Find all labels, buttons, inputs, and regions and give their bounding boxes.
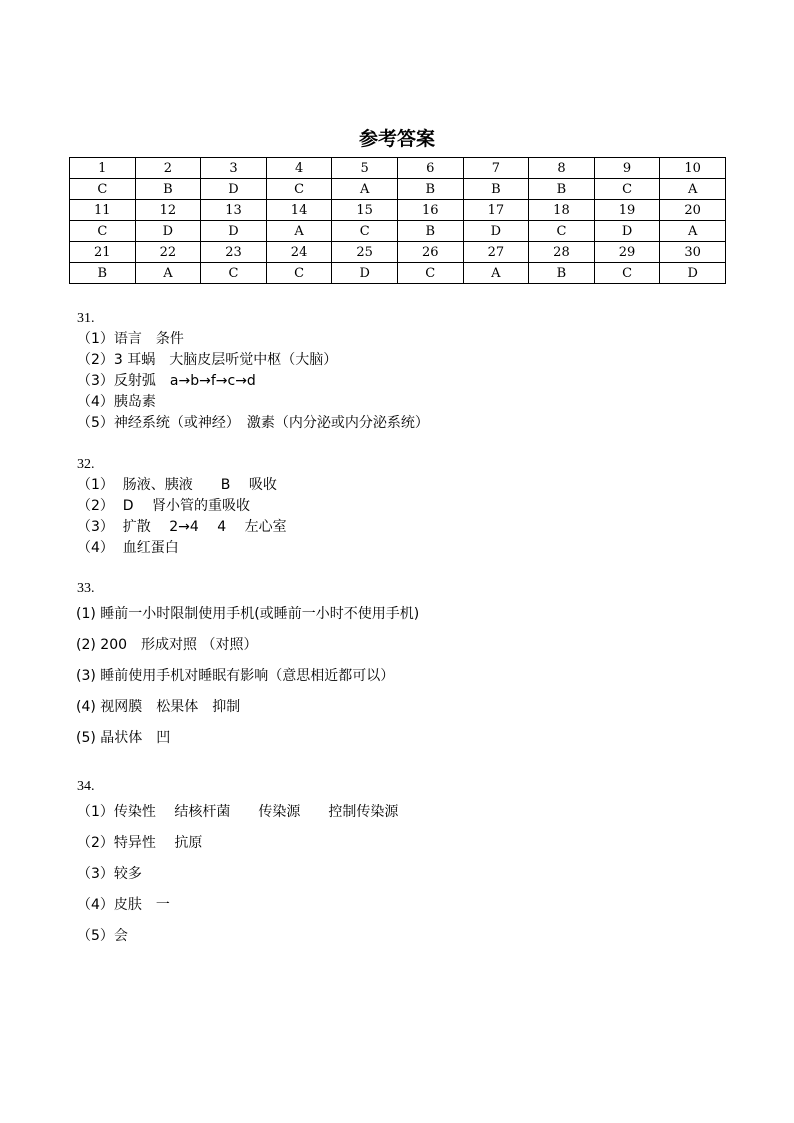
question-number-cell: 11 bbox=[70, 200, 136, 221]
answer-cell: C bbox=[266, 263, 332, 284]
question-number-cell: 19 bbox=[594, 200, 660, 221]
answer-cell: C bbox=[201, 263, 267, 284]
question-number-row bbox=[70, 242, 726, 263]
question-number-cell: 9 bbox=[594, 158, 660, 179]
answer-line: （3） 扩散 2→4 4 左心室 bbox=[77, 519, 287, 535]
answer-line: （3）反射弧 a→b→f→c→d bbox=[77, 373, 256, 389]
answer-cell: C bbox=[594, 263, 660, 284]
question-number-cell: 3 bbox=[201, 158, 267, 179]
answer-cell: B bbox=[397, 179, 463, 200]
answer-row bbox=[70, 263, 726, 284]
question-number-cell: 24 bbox=[266, 242, 332, 263]
question-number-cell: 12 bbox=[135, 200, 201, 221]
question-number-cell: 20 bbox=[660, 200, 726, 221]
question-number-cell: 28 bbox=[529, 242, 595, 263]
answer-cell: B bbox=[397, 221, 463, 242]
answer-line: (3) 睡前使用手机对睡眠有影响（意思相近都可以） bbox=[76, 668, 395, 684]
question-number-cell: 26 bbox=[397, 242, 463, 263]
question-number-cell: 6 bbox=[397, 158, 463, 179]
question-number: 32. bbox=[77, 457, 95, 472]
answer-cell: D bbox=[201, 179, 267, 200]
answer-cell: B bbox=[529, 263, 595, 284]
answer-cell: B bbox=[463, 179, 529, 200]
answer-line: （4） 血红蛋白 bbox=[77, 540, 179, 556]
answer-line: （5）神经系统（或神经） 激素（内分泌或内分泌系统） bbox=[77, 415, 429, 431]
question-number-cell: 7 bbox=[463, 158, 529, 179]
answer-cell: A bbox=[332, 179, 398, 200]
question-number-cell: 21 bbox=[70, 242, 136, 263]
answer-cell: B bbox=[529, 179, 595, 200]
answer-line: (1) 睡前一小时限制使用手机(或睡前一小时不使用手机) bbox=[76, 606, 420, 622]
page-title: 参考答案 bbox=[358, 128, 435, 150]
answer-line: （3）较多 bbox=[77, 866, 142, 882]
answer-line: （1）传染性 结核杆菌 传染源 控制传染源 bbox=[77, 804, 399, 820]
answer-cell: C bbox=[70, 221, 136, 242]
question-number: 34. bbox=[77, 779, 95, 794]
question-34 bbox=[77, 777, 398, 952]
question-number-cell: 23 bbox=[201, 242, 267, 263]
answer-cell: D bbox=[594, 221, 660, 242]
question-number: 31. bbox=[77, 311, 95, 326]
answer-line: （2）特异性 抗原 bbox=[77, 835, 203, 851]
question-number-cell: 10 bbox=[660, 158, 726, 179]
answer-cell: C bbox=[397, 263, 463, 284]
answer-cell: D bbox=[463, 221, 529, 242]
answer-row bbox=[70, 221, 726, 242]
answer-cell: A bbox=[266, 221, 332, 242]
answer-cell: C bbox=[529, 221, 595, 242]
question-number-cell: 2 bbox=[135, 158, 201, 179]
answer-line: （4）胰岛素 bbox=[77, 394, 156, 410]
question-number-row bbox=[70, 200, 726, 221]
question-number-cell: 22 bbox=[135, 242, 201, 263]
answer-cell: A bbox=[660, 179, 726, 200]
answer-line: （2） D 肾小管的重吸收 bbox=[77, 498, 251, 514]
answer-cell: C bbox=[266, 179, 332, 200]
answer-line: (5) 晶状体 凹 bbox=[76, 730, 171, 746]
question-number-cell: 18 bbox=[529, 200, 595, 221]
answer-cell: A bbox=[463, 263, 529, 284]
answer-cell: C bbox=[594, 179, 660, 200]
answer-line: （1）语言 条件 bbox=[77, 331, 184, 347]
answer-cell: C bbox=[70, 179, 136, 200]
answer-row bbox=[70, 179, 726, 200]
answer-cell: D bbox=[135, 221, 201, 242]
answer-table bbox=[69, 157, 726, 284]
question-number-cell: 29 bbox=[594, 242, 660, 263]
question-number-row bbox=[70, 158, 726, 179]
answer-cell: C bbox=[332, 221, 398, 242]
answer-cell: D bbox=[201, 221, 267, 242]
answer-line: (4) 视网膜 松果体 抑制 bbox=[76, 699, 241, 715]
question-number: 33. bbox=[77, 581, 95, 596]
question-number-cell: 15 bbox=[332, 200, 398, 221]
question-number-cell: 13 bbox=[201, 200, 267, 221]
question-31 bbox=[77, 309, 429, 434]
answer-cell: D bbox=[660, 263, 726, 284]
answer-cell: B bbox=[135, 179, 201, 200]
question-number-cell: 17 bbox=[463, 200, 529, 221]
question-33 bbox=[77, 579, 419, 754]
question-32 bbox=[77, 455, 287, 559]
answer-cell: D bbox=[332, 263, 398, 284]
answer-line: （4）皮肤 一 bbox=[77, 897, 170, 913]
question-number-cell: 14 bbox=[266, 200, 332, 221]
question-number-cell: 25 bbox=[332, 242, 398, 263]
answer-cell: B bbox=[70, 263, 136, 284]
question-number-cell: 16 bbox=[397, 200, 463, 221]
answer-line: （1） 肠液、胰液 B 吸收 bbox=[77, 477, 277, 493]
question-number-cell: 27 bbox=[463, 242, 529, 263]
answer-line: （2）3 耳蜗 大脑皮层听觉中枢（大脑） bbox=[77, 352, 338, 368]
answer-line: (2) 200 形成对照 （对照） bbox=[76, 637, 258, 653]
question-number-cell: 8 bbox=[529, 158, 595, 179]
answer-cell: A bbox=[135, 263, 201, 284]
question-number-cell: 1 bbox=[70, 158, 136, 179]
question-number-cell: 4 bbox=[266, 158, 332, 179]
question-number-cell: 5 bbox=[332, 158, 398, 179]
question-number-cell: 30 bbox=[660, 242, 726, 263]
answer-cell: A bbox=[660, 221, 726, 242]
answer-line: （5）会 bbox=[77, 928, 128, 944]
